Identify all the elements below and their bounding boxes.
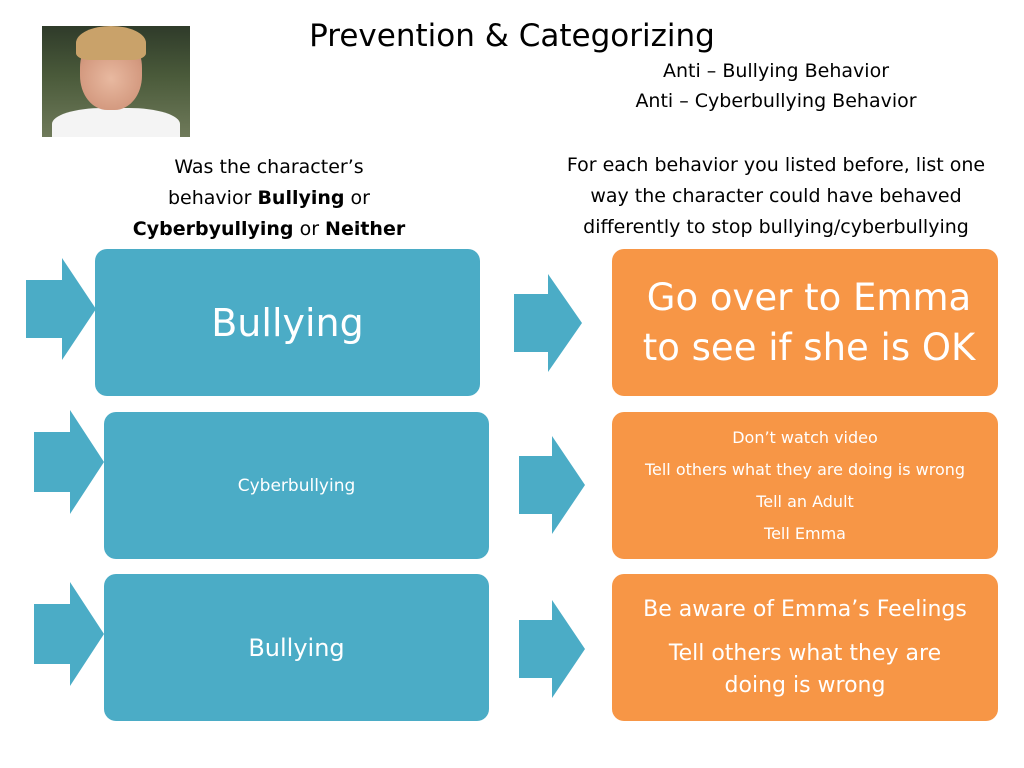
- left-question-line-3: Cyberbyullying or Neither: [132, 218, 406, 240]
- row-3-left-arrow-icon: [34, 582, 104, 686]
- row-2-category-box: [104, 412, 489, 559]
- row-3-response-line-3: doing is wrong: [724, 672, 886, 698]
- right-question-line-1: For each behavior you listed before, list one: [566, 154, 986, 176]
- slide-title: Prevention & Categorizing: [309, 18, 715, 54]
- left-question: [128, 152, 410, 245]
- row-3-category-label: Bullying: [248, 633, 345, 662]
- row-2-response-box: [612, 412, 998, 559]
- character-photo: [42, 26, 190, 137]
- row-1-response-line-2: to see if she is OK: [642, 325, 976, 369]
- row-3-response-line-2: Tell others what they are: [668, 640, 942, 666]
- row-1-left-arrow-icon: [26, 258, 96, 360]
- row-1-category-label: Bullying: [211, 300, 364, 345]
- right-question-line-2: way the character could have behaved: [590, 185, 962, 207]
- right-question: [540, 150, 1012, 243]
- row-2-response-line-1: Don’t watch video: [732, 427, 878, 447]
- row-2-response-line-3: Tell an Adult: [756, 491, 854, 511]
- row-1-category-box: [95, 249, 480, 396]
- row-3-response-box: [612, 574, 998, 721]
- row-1-response-box: [612, 249, 998, 396]
- row-2-middle-arrow-icon: [519, 436, 585, 534]
- row-1-middle-arrow-icon: [514, 274, 582, 372]
- left-question-line-2: behavior Bullying or: [168, 187, 370, 209]
- row-2-left-arrow-icon: [34, 410, 104, 514]
- row-3-category-box: [104, 574, 489, 721]
- row-3-response-line-1: Be aware of Emma’s Feelings: [643, 596, 967, 622]
- left-question-line-1: Was the character’s: [174, 156, 364, 178]
- row-2-response-line-2: Tell others what they are doing is wrong: [644, 459, 966, 479]
- row-1-response-line-1: Go over to Emma: [646, 275, 972, 319]
- row-2-response-line-4: Tell Emma: [764, 523, 846, 543]
- right-question-line-3: differently to stop bullying/cyberbullying: [583, 216, 969, 238]
- subtitle-line-1: Anti – Bullying Behavior: [662, 60, 889, 82]
- subtitle-line-2: Anti – Cyberbullying Behavior: [635, 90, 917, 112]
- row-2-category-label: Cyberbullying: [237, 475, 356, 496]
- row-3-middle-arrow-icon: [519, 600, 585, 698]
